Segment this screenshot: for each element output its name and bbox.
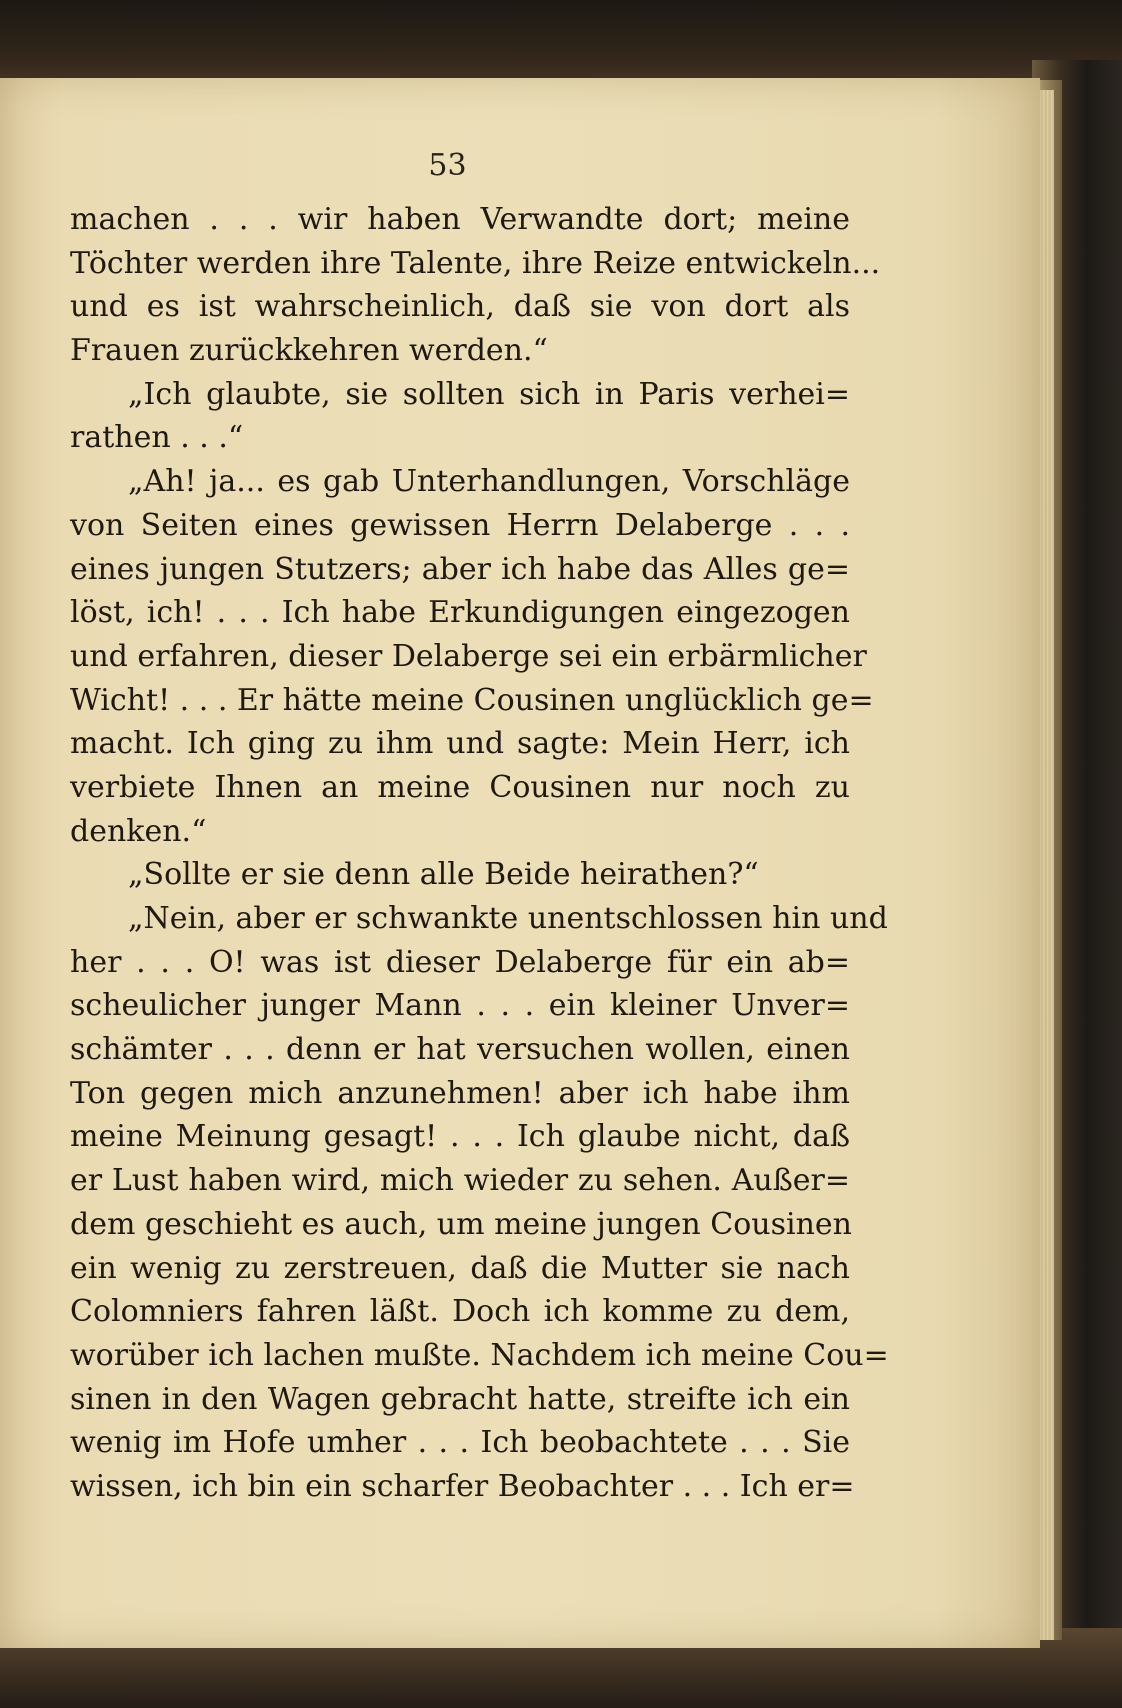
text-line: scheulicher junger Mann . . . ein kleiner Unver= xyxy=(70,988,850,1024)
text-line: Ton gegen mich anzunehmen! aber ich habe ihm xyxy=(70,1075,850,1111)
text-line: sinen in den Wagen gebracht hatte, streifte ich ein xyxy=(70,1381,850,1417)
text-line: verbiete Ihnen an meine Cousinen nur noch zu xyxy=(70,769,850,805)
text-line: Colomniers fahren läßt. Doch ich komme zu dem, xyxy=(70,1294,850,1330)
text-line: ein wenig zu zerstreuen, daß die Mutter sie nach xyxy=(70,1250,850,1286)
text-line: wissen, ich bin ein scharfer Beobachter . . . Ich er= xyxy=(70,1468,855,1504)
text-line: eines jungen Stutzers; aber ich habe das Alles ge= xyxy=(70,551,850,587)
text-line: Töchter werden ihre Talente, ihre Reize entwickeln... xyxy=(70,245,881,281)
text-line: her . . . O! was ist dieser Delaberge für ein ab= xyxy=(70,944,850,980)
text-line: schämter . . . denn er hat versuchen wollen, einen xyxy=(70,1032,850,1068)
page-number: 53 xyxy=(428,148,467,183)
text-line: worüber ich lachen mußte. Nachdem ich meine Cou= xyxy=(70,1337,889,1373)
text-line: löst, ich! . . . Ich habe Erkundigungen eingezogen xyxy=(70,595,850,631)
text-line: wenig im Hofe umher . . . Ich beobachtete . . . Sie xyxy=(70,1425,850,1461)
text-line: von Seiten eines gewissen Herrn Delaberge . . . xyxy=(70,507,850,543)
page-text xyxy=(70,198,889,1509)
text-line: dem geschieht es auch, um meine jungen Cousinen xyxy=(70,1206,852,1242)
text-line: Wicht! . . . Er hätte meine Cousinen unglücklich ge= xyxy=(70,682,874,718)
text-line: „Ah! ja... es gab Unterhandlungen, Vorschläge xyxy=(128,464,850,500)
text-line: Frauen zurückkehren werden.“ xyxy=(70,333,548,369)
text-line: und erfahren, dieser Delaberge sei ein erbärmlicher xyxy=(70,638,867,674)
text-line: denken.“ xyxy=(70,813,207,849)
text-line: macht. Ich ging zu ihm und sagte: Mein Herr, ich xyxy=(70,726,850,762)
text-line: machen . . . wir haben Verwandte dort; meine xyxy=(70,202,850,237)
text-line: „Ich glaubte, sie sollten sich in Paris verhei= xyxy=(128,376,850,412)
text-line: „Sollte er sie denn alle Beide heirathen?“ xyxy=(128,857,759,893)
text-line: „Nein, aber er schwankte unentschlossen hin und xyxy=(128,901,888,936)
text-line: meine Meinung gesagt! . . . Ich glaube nicht, daß xyxy=(70,1119,850,1155)
text-line: rathen . . .“ xyxy=(70,420,244,456)
text-line: er Lust haben wird, mich wieder zu sehen. Außer= xyxy=(70,1163,850,1199)
text-line: und es ist wahrscheinlich, daß sie von dort als xyxy=(70,289,850,325)
